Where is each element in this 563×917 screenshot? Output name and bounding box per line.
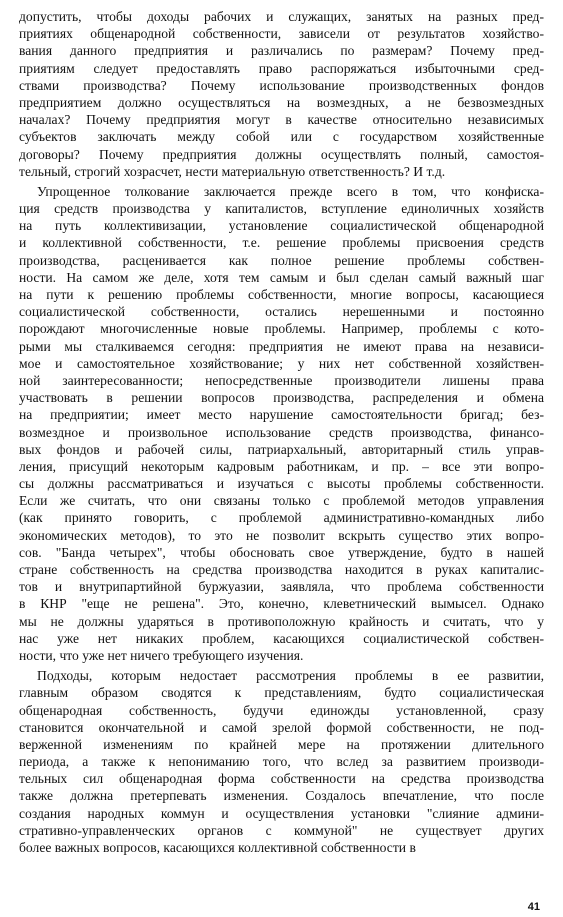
text-line: становится окончательной и самой зрелой формой собственности, не под- [19, 719, 544, 735]
text-line: стративно-управленческих органов с коммуной" не существует других [19, 822, 544, 838]
text-line: приятиям следует предоставлять право распоряжаться избыточными сред- [19, 60, 544, 76]
text-line: ности, что уже нет ничего требующего изучения. [19, 647, 304, 663]
text-line: общенародная собственность, будучи единожды установленной, сразу [19, 702, 544, 718]
text-line: началах? Почему предприятия могут в качестве относительно независимых [19, 112, 544, 128]
text-line: Если же считать, что они связаны только с проблемой методов управления [19, 493, 544, 509]
book-page [19, 8, 544, 913]
text-line: мы не должны ударяться в противоположную крайность и считать, что у [19, 613, 544, 629]
text-line: приятиях общенародной собственности, зависели от результатов хозяйство- [19, 26, 544, 42]
body-text [19, 8, 544, 856]
text-line: (как принято говорить, с проблемой административно-командных либо [19, 510, 544, 526]
text-line: ция средств производства у капиталистов, вступление единоличных хозяйств [19, 201, 544, 217]
text-line: предприятием должно осуществляться на возмездных, а не безвозмездных [19, 94, 544, 110]
text-line: участвовать в решении вопросов производства, распределения и обмена [19, 390, 544, 406]
text-line: в КНР "еще не решена". Это, конечно, клеветнический вымысел. Однако [19, 596, 544, 612]
text-line: рыми мы сталкиваемся сегодня: предприятия не имеют права на независи- [19, 338, 544, 354]
text-line: ствами производства? Почему использование производственных фондов [19, 77, 544, 93]
text-line: вания данного предприятия и различались по размерам? Почему пред- [19, 43, 544, 59]
text-line: более важных вопросов, касающихся коллективной собственности в [19, 840, 416, 855]
text-line: тельных сил общенародная форма собственности на средства производства [19, 771, 544, 787]
paragraph [19, 183, 544, 664]
text-line: верженной изменениям по крайней мере на протяжении длительного [19, 736, 544, 752]
text-line: допустить, чтобы доходы рабочих и служащих, занятых на разных пред- [19, 9, 544, 24]
text-line: тов и внутрипартийной буржуазии, заявляла, что проблема собственности [19, 579, 544, 595]
text-line: тельный, строгий хозрасчет, нести материальную ответственность? И т.д. [19, 163, 446, 179]
text-line: Упрощенное толкование заключается прежде всего в том, что конфиска- [37, 183, 544, 199]
text-line: также должна претерпевать изменения. Создалось впечатление, что после [19, 788, 544, 804]
paragraph [19, 8, 544, 180]
text-line: на пути к решению проблемы собственности, многие вопросы, касающиеся [19, 287, 544, 302]
text-line: на путь коллективизации, установление социалистической общенародной [19, 218, 544, 234]
text-line: ной заинтересованности; непосредственные производители лишены права [19, 372, 544, 388]
text-line: на предприятии; имеет место нарушение самостоятельности бригад; без- [19, 407, 544, 423]
text-line: производства, расценивается как полное решение проблемы собствен- [19, 252, 544, 268]
text-line: субъектов заключать между собой или с государством хозяйственные [19, 129, 544, 145]
text-line: ления, присущий некоторым кадровым работникам, и пр. – все эти вопро- [19, 458, 544, 474]
text-line: экономических методов), то это не позволит вскрыть существо этих вопро- [19, 527, 544, 543]
text-line: социалистической собственности, остались нерешенными и постоянно [19, 304, 544, 320]
text-line: мое и самостоятельное хозяйствование; у них нет собственной хозяйствен- [19, 355, 544, 371]
text-line: ности. На самом же деле, хотя тем самым и был сделан самый важный шаг [19, 269, 544, 285]
page-number: 41 [527, 901, 540, 913]
text-line: и коллективной собственности, т.е. решение проблемы присвоения средств [19, 235, 544, 251]
text-line: порождают многочисленные новые проблемы. Например, проблемы с кото- [19, 321, 544, 337]
text-line: договоры? Почему предприятия должны осуществлять полный, самостоя- [19, 146, 544, 162]
text-line: создания народных коммун и осуществления установки "слияние админи- [19, 805, 544, 821]
text-line: сов. "Банда четырех", чтобы обосновать свое утверждение, будто в нашей [19, 544, 544, 560]
text-line: главным образом сводятся к представлениям, будто социалистическая [19, 685, 544, 701]
paragraph [19, 667, 544, 856]
text-line: вых фондов и рабочей силы, патриархальный, авторитарный стиль управ- [19, 441, 544, 457]
text-line: возмездное и произвольное использование средств производства, финансо- [19, 424, 544, 440]
text-line: стране собственность на средства производства находится в руках капиталис- [19, 562, 544, 577]
text-line: сы должны рассматриваться и изучаться с высоты проблемы собственности. [19, 476, 544, 492]
text-line: Подходы, которым недостает рассмотрения проблемы в ее развитии, [37, 668, 544, 684]
text-line: периода, а также к непониманию того, что вслед за развитием производи- [19, 754, 544, 770]
text-line: нас уже нет никаких проблем, касающихся социалистической собствен- [19, 630, 544, 646]
